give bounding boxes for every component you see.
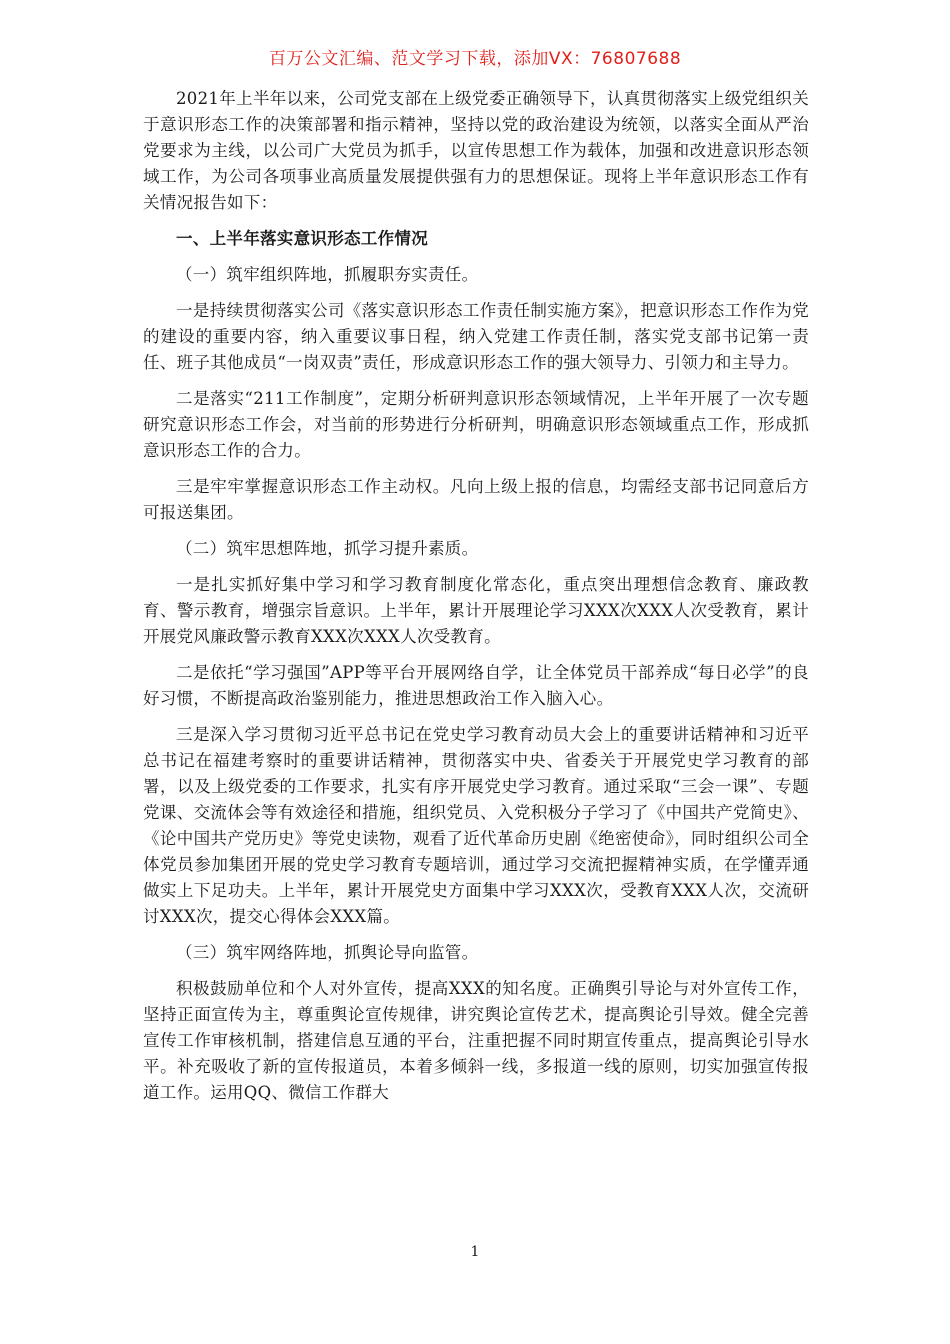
page-number: 1 xyxy=(470,1244,480,1260)
document-body xyxy=(143,86,809,1116)
body-paragraph: 积极鼓励单位和个人对外宣传，提高XXX的知名度。正确舆引导论与对外宣传工作，坚持正面宣传为主，尊重舆论宣传规律，讲究舆论宣传艺术，提高舆论引导效。健全完善宣传工作审核机制，搭建信息互通的平台，注重把握不同时期宣传重点，提高舆论引导水平。补充吸收了新的宣传报道员，本着多倾斜一线，多报道一线的原则，切实加强宣传报道工作。运用QQ、微信工作群大 xyxy=(143,979,809,1102)
body-paragraph: 二是依托“学习强国”APP等平台开展网络自学，让全体党员干部养成“每日必学”的良好习惯，不断提高政治鉴别能力，推进思想政治工作入脑入心。 xyxy=(143,663,809,708)
subsection-heading-2: （二）筑牢思想阵地，抓学习提升素质。 xyxy=(176,539,479,558)
body-paragraph: 二是落实“211工作制度”，定期分析研判意识形态领域情况，上半年开展了一次专题研究意识形态工作会，对当前的形势进行分析研判，明确意识形态领域重点工作，形成抓意识形态工作的合力。 xyxy=(143,389,809,460)
body-paragraph: 三是深入学习贯彻习近平总书记在党史学习教育动员大会上的重要讲话精神和习近平总书记在福建考察时的重要讲话精神，贯彻落实中央、省委关于开展党史学习教育的部署，以及上级党委的工作要求，扎实有序开展党史学习教育。通过采取“三会一课”、专题党课、交流体会等有效途径和措施，组织党员、入党积极分子学习了《中国共产党简史》、《论中国共产党历史》等党史读物，观看了近代革命历史剧《绝密使命》，同时组织公司全体党员参加集团开展的党史学习教育专题培训，通过学习交流把握精神实质，在学懂弄通做实上下足功夫。上半年，累计开展党史方面集中学习XXX次，受教育XXX人次，交流研讨XXX次，提交心得体会XXX篇。 xyxy=(143,725,809,926)
subsection-heading-1: （一）筑牢组织阵地，抓履职夯实责任。 xyxy=(176,265,479,284)
body-paragraph: 三是牢牢掌握意识形态工作主动权。凡向上级上报的信息，均需经支部书记同意后方可报送集团。 xyxy=(143,477,809,522)
section-heading-1: 一、上半年落实意识形态工作情况 xyxy=(176,229,428,248)
body-paragraph: 一是扎实抓好集中学习和学习教育制度化常态化，重点突出理想信念教育、廉政教育、警示教育，增强宗旨意识。上半年，累计开展理论学习XXX次XXX人次受教育，累计开展党风廉政警示教育XXX次XXX人次受教育。 xyxy=(143,575,809,646)
header-banner: 百万公文汇编、范文学习下载，添加VX：76807688 xyxy=(268,49,682,69)
intro-paragraph: 2021年上半年以来，公司党支部在上级党委正确领导下，认真贯彻落实上级党组织关于意识形态工作的决策部署和指示精神，坚持以党的政治建设为统领，以落实全面从严治党要求为主线，以公司广大党员为抓手，以宣传思想工作为载体，加强和改进意识形态领域工作，为公司各项事业高质量发展提供强有力的思想保证。现将上半年意识形态工作有关情况报告如下： xyxy=(143,89,809,212)
body-paragraph: 一是持续贯彻落实公司《落实意识形态工作责任制实施方案》，把意识形态工作作为党的建设的重要内容，纳入重要议事日程，纳入党建工作责任制，落实党支部书记第一责任、班子其他成员“一岗双责”责任，形成意识形态工作的强大领导力、引领力和主导力。 xyxy=(143,301,809,372)
subsection-heading-3: （三）筑牢网络阵地，抓舆论导向监管。 xyxy=(176,943,479,962)
